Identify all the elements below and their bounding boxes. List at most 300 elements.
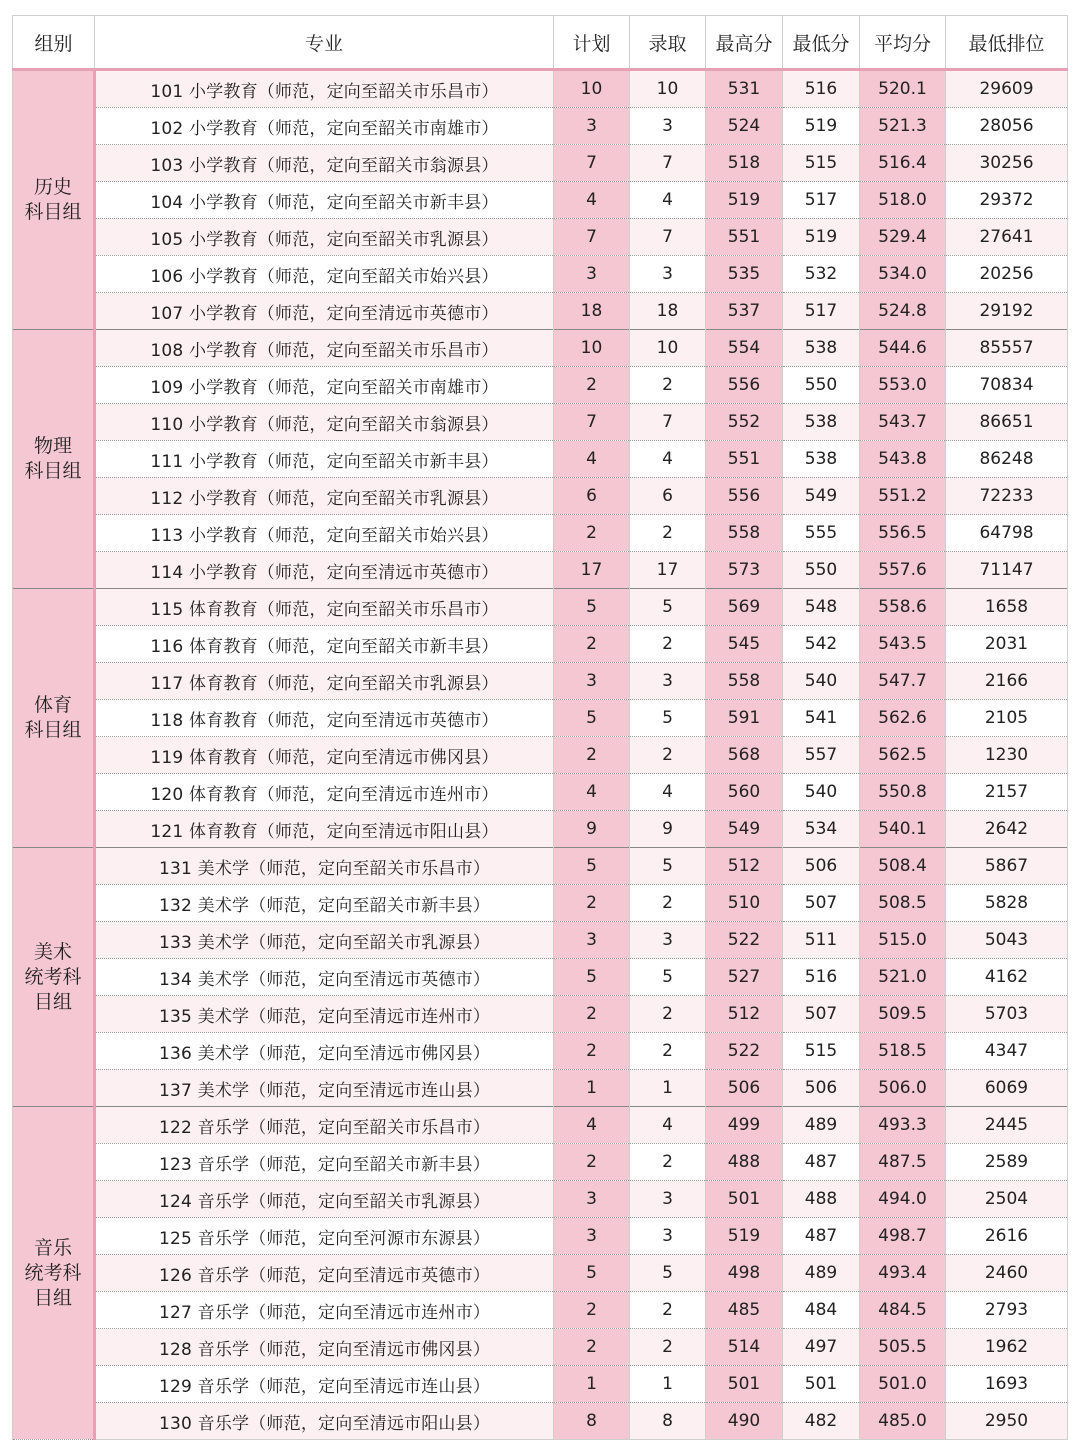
- plan-cell: 4: [554, 774, 630, 811]
- avg-score-cell: 516.4: [860, 145, 946, 182]
- min-score-cell: 550: [783, 367, 860, 404]
- group-name-cell: 音乐 统考科 目组: [13, 1107, 95, 1440]
- min-score-cell: 482: [783, 1403, 860, 1440]
- major-cell: 103 小学教育（师范，定向至韶关市翁源县）: [95, 145, 554, 182]
- avg-score-cell: 544.6: [860, 330, 946, 367]
- major-cell: 104 小学教育（师范，定向至韶关市新丰县）: [95, 182, 554, 219]
- plan-cell: 3: [554, 1218, 630, 1255]
- avg-score-cell: 506.0: [860, 1070, 946, 1107]
- admitted-cell: 2: [630, 367, 706, 404]
- major-cell: 137 美术学（师范，定向至清远市连山县）: [95, 1070, 554, 1107]
- admitted-cell: 4: [630, 774, 706, 811]
- avg-score-cell: 501.0: [860, 1366, 946, 1403]
- major-cell: 106 小学教育（师范，定向至韶关市始兴县）: [95, 256, 554, 293]
- min-score-cell: 532: [783, 256, 860, 293]
- group-name-cell: 美术 统考科 目组: [13, 848, 95, 1107]
- major-cell: 129 音乐学（师范，定向至清远市连山县）: [95, 1366, 554, 1403]
- max-score-cell: 527: [706, 959, 783, 996]
- major-cell: 112 小学教育（师范，定向至韶关市乳源县）: [95, 478, 554, 515]
- admitted-cell: 2: [630, 515, 706, 552]
- table-row: [13, 700, 1068, 737]
- plan-cell: 4: [554, 182, 630, 219]
- plan-cell: 2: [554, 1329, 630, 1366]
- major-cell: 130 音乐学（师范，定向至清远市阳山县）: [95, 1403, 554, 1440]
- avg-score-cell: 508.5: [860, 885, 946, 922]
- avg-score-cell: 543.5: [860, 626, 946, 663]
- admitted-cell: 3: [630, 108, 706, 145]
- avg-score-cell: 553.0: [860, 367, 946, 404]
- max-score-cell: 499: [706, 1107, 783, 1144]
- admitted-cell: 18: [630, 293, 706, 330]
- table-row: [13, 848, 1068, 885]
- max-score-cell: 522: [706, 922, 783, 959]
- major-cell: 110 小学教育（师范，定向至韶关市翁源县）: [95, 404, 554, 441]
- table-row: [13, 811, 1068, 848]
- avg-score-cell: 556.5: [860, 515, 946, 552]
- major-cell: 121 体育教育（师范，定向至清远市阳山县）: [95, 811, 554, 848]
- admitted-cell: 7: [630, 404, 706, 441]
- min-rank-cell: 1962: [946, 1329, 1068, 1366]
- major-cell: 105 小学教育（师范，定向至韶关市乳源县）: [95, 219, 554, 256]
- plan-cell: 3: [554, 922, 630, 959]
- major-cell: 108 小学教育（师范，定向至韶关市乐昌市）: [95, 330, 554, 367]
- min-score-cell: 534: [783, 811, 860, 848]
- table-row: [13, 626, 1068, 663]
- major-cell: 126 音乐学（师范，定向至清远市英德市）: [95, 1255, 554, 1292]
- max-score-cell: 488: [706, 1144, 783, 1181]
- min-score-cell: 541: [783, 700, 860, 737]
- avg-score-cell: 524.8: [860, 293, 946, 330]
- min-rank-cell: 30256: [946, 145, 1068, 182]
- admitted-cell: 3: [630, 256, 706, 293]
- min-score-cell: 538: [783, 441, 860, 478]
- admitted-cell: 2: [630, 737, 706, 774]
- admitted-cell: 2: [630, 626, 706, 663]
- table-row: [13, 922, 1068, 959]
- admitted-cell: 3: [630, 1218, 706, 1255]
- min-score-cell: 507: [783, 885, 860, 922]
- table-row: [13, 70, 1068, 108]
- max-score-cell: 549: [706, 811, 783, 848]
- max-score-cell: 506: [706, 1070, 783, 1107]
- min-score-cell: 489: [783, 1107, 860, 1144]
- plan-cell: 2: [554, 1144, 630, 1181]
- max-score-cell: 573: [706, 552, 783, 589]
- max-score-cell: 568: [706, 737, 783, 774]
- major-cell: 136 美术学（师范，定向至清远市佛冈县）: [95, 1033, 554, 1070]
- plan-cell: 2: [554, 885, 630, 922]
- min-rank-cell: 2616: [946, 1218, 1068, 1255]
- plan-cell: 2: [554, 737, 630, 774]
- major-cell: 125 音乐学（师范，定向至河源市东源县）: [95, 1218, 554, 1255]
- avg-score-cell: 515.0: [860, 922, 946, 959]
- table-row: [13, 330, 1068, 367]
- max-score-cell: 510: [706, 885, 783, 922]
- avg-score-cell: 505.5: [860, 1329, 946, 1366]
- plan-cell: 7: [554, 404, 630, 441]
- admitted-cell: 10: [630, 330, 706, 367]
- min-score-cell: 497: [783, 1329, 860, 1366]
- min-rank-cell: 4162: [946, 959, 1068, 996]
- major-cell: 115 体育教育（师范，定向至韶关市乐昌市）: [95, 589, 554, 626]
- min-score-cell: 517: [783, 293, 860, 330]
- plan-cell: 5: [554, 848, 630, 885]
- avg-score-cell: 557.6: [860, 552, 946, 589]
- major-cell: 118 体育教育（师范，定向至清远市英德市）: [95, 700, 554, 737]
- plan-cell: 5: [554, 1255, 630, 1292]
- table-row: [13, 959, 1068, 996]
- max-score-cell: 490: [706, 1403, 783, 1440]
- max-score-cell: 519: [706, 182, 783, 219]
- min-score-cell: 540: [783, 774, 860, 811]
- min-score-cell: 484: [783, 1292, 860, 1329]
- min-score-cell: 516: [783, 70, 860, 108]
- table-row: [13, 552, 1068, 589]
- min-rank-cell: 20256: [946, 256, 1068, 293]
- avg-score-cell: 521.0: [860, 959, 946, 996]
- admitted-cell: 4: [630, 1107, 706, 1144]
- admitted-cell: 5: [630, 700, 706, 737]
- min-score-cell: 507: [783, 996, 860, 1033]
- header-row: [13, 16, 1068, 70]
- group-name-cell: 历史 科目组: [13, 70, 95, 330]
- plan-cell: 2: [554, 1033, 630, 1070]
- admitted-cell: 3: [630, 1181, 706, 1218]
- avg-score-cell: 494.0: [860, 1181, 946, 1218]
- min-score-cell: 506: [783, 1070, 860, 1107]
- table-row: [13, 1144, 1068, 1181]
- max-score-cell: 556: [706, 367, 783, 404]
- admitted-cell: 5: [630, 589, 706, 626]
- max-score-cell: 560: [706, 774, 783, 811]
- plan-cell: 17: [554, 552, 630, 589]
- min-rank-cell: 2445: [946, 1107, 1068, 1144]
- admitted-cell: 1: [630, 1366, 706, 1403]
- admitted-cell: 7: [630, 145, 706, 182]
- avg-score-cell: 543.8: [860, 441, 946, 478]
- major-cell: 135 美术学（师范，定向至清远市连州市）: [95, 996, 554, 1033]
- avg-score-cell: 529.4: [860, 219, 946, 256]
- min-rank-cell: 64798: [946, 515, 1068, 552]
- table-row: [13, 515, 1068, 552]
- max-score-cell: 524: [706, 108, 783, 145]
- table-row: [13, 996, 1068, 1033]
- table-body: [13, 70, 1068, 1440]
- table-row: [13, 737, 1068, 774]
- avg-score-cell: 540.1: [860, 811, 946, 848]
- min-score-cell: 506: [783, 848, 860, 885]
- min-score-cell: 515: [783, 1033, 860, 1070]
- major-cell: 102 小学教育（师范，定向至韶关市南雄市）: [95, 108, 554, 145]
- max-score-cell: 519: [706, 1218, 783, 1255]
- table-row: [13, 885, 1068, 922]
- admission-score-table: [12, 15, 1068, 1440]
- min-rank-cell: 2157: [946, 774, 1068, 811]
- major-cell: 127 音乐学（师范，定向至清远市连州市）: [95, 1292, 554, 1329]
- plan-cell: 8: [554, 1403, 630, 1440]
- min-rank-cell: 1693: [946, 1366, 1068, 1403]
- avg-score-cell: 493.3: [860, 1107, 946, 1144]
- min-rank-cell: 2105: [946, 700, 1068, 737]
- admitted-cell: 6: [630, 478, 706, 515]
- plan-cell: 2: [554, 626, 630, 663]
- plan-cell: 5: [554, 589, 630, 626]
- min-rank-cell: 85557: [946, 330, 1068, 367]
- table-row: [13, 478, 1068, 515]
- max-score-cell: 522: [706, 1033, 783, 1070]
- header-max-score: 最高分: [706, 16, 783, 70]
- min-rank-cell: 5867: [946, 848, 1068, 885]
- min-score-cell: 501: [783, 1366, 860, 1403]
- min-rank-cell: 4347: [946, 1033, 1068, 1070]
- admitted-cell: 2: [630, 1033, 706, 1070]
- max-score-cell: 554: [706, 330, 783, 367]
- plan-cell: 6: [554, 478, 630, 515]
- max-score-cell: 518: [706, 145, 783, 182]
- major-cell: 128 音乐学（师范，定向至清远市佛冈县）: [95, 1329, 554, 1366]
- admitted-cell: 2: [630, 1329, 706, 1366]
- admitted-cell: 5: [630, 848, 706, 885]
- major-cell: 119 体育教育（师范，定向至清远市佛冈县）: [95, 737, 554, 774]
- max-score-cell: 556: [706, 478, 783, 515]
- avg-score-cell: 487.5: [860, 1144, 946, 1181]
- admitted-cell: 9: [630, 811, 706, 848]
- max-score-cell: 569: [706, 589, 783, 626]
- min-score-cell: 540: [783, 663, 860, 700]
- major-cell: 113 小学教育（师范，定向至韶关市始兴县）: [95, 515, 554, 552]
- plan-cell: 3: [554, 108, 630, 145]
- plan-cell: 4: [554, 441, 630, 478]
- avg-score-cell: 543.7: [860, 404, 946, 441]
- max-score-cell: 501: [706, 1181, 783, 1218]
- header-min-rank: 最低排位: [946, 16, 1068, 70]
- min-score-cell: 538: [783, 330, 860, 367]
- major-cell: 120 体育教育（师范，定向至清远市连州市）: [95, 774, 554, 811]
- table-row: [13, 1403, 1068, 1440]
- avg-score-cell: 520.1: [860, 70, 946, 108]
- max-score-cell: 551: [706, 441, 783, 478]
- table-row: [13, 293, 1068, 330]
- max-score-cell: 512: [706, 996, 783, 1033]
- header-plan: 计划: [554, 16, 630, 70]
- major-cell: 134 美术学（师范，定向至清远市英德市）: [95, 959, 554, 996]
- major-cell: 116 体育教育（师范，定向至韶关市新丰县）: [95, 626, 554, 663]
- min-score-cell: 519: [783, 108, 860, 145]
- table-row: [13, 367, 1068, 404]
- max-score-cell: 535: [706, 256, 783, 293]
- plan-cell: 1: [554, 1070, 630, 1107]
- max-score-cell: 537: [706, 293, 783, 330]
- avg-score-cell: 509.5: [860, 996, 946, 1033]
- plan-cell: 2: [554, 367, 630, 404]
- table-row: [13, 774, 1068, 811]
- table-row: [13, 182, 1068, 219]
- admitted-cell: 2: [630, 1292, 706, 1329]
- major-cell: 107 小学教育（师范，定向至清远市英德市）: [95, 293, 554, 330]
- header-admitted: 录取: [630, 16, 706, 70]
- major-cell: 114 小学教育（师范，定向至清远市英德市）: [95, 552, 554, 589]
- plan-cell: 3: [554, 1181, 630, 1218]
- major-cell: 117 体育教育（师范，定向至韶关市乳源县）: [95, 663, 554, 700]
- min-rank-cell: 2504: [946, 1181, 1068, 1218]
- table-row: [13, 145, 1068, 182]
- admitted-cell: 2: [630, 885, 706, 922]
- min-rank-cell: 71147: [946, 552, 1068, 589]
- admitted-cell: 10: [630, 70, 706, 108]
- table-header: [13, 16, 1068, 70]
- plan-cell: 3: [554, 663, 630, 700]
- plan-cell: 4: [554, 1107, 630, 1144]
- min-rank-cell: 72233: [946, 478, 1068, 515]
- min-rank-cell: 2589: [946, 1144, 1068, 1181]
- table-row: [13, 1070, 1068, 1107]
- max-score-cell: 512: [706, 848, 783, 885]
- min-score-cell: 515: [783, 145, 860, 182]
- min-rank-cell: 29372: [946, 182, 1068, 219]
- avg-score-cell: 558.6: [860, 589, 946, 626]
- table-row: [13, 1033, 1068, 1070]
- table-row: [13, 589, 1068, 626]
- admitted-cell: 8: [630, 1403, 706, 1440]
- major-cell: 132 美术学（师范，定向至韶关市新丰县）: [95, 885, 554, 922]
- min-rank-cell: 2642: [946, 811, 1068, 848]
- min-score-cell: 487: [783, 1144, 860, 1181]
- avg-score-cell: 562.6: [860, 700, 946, 737]
- table-row: [13, 1292, 1068, 1329]
- group-name-cell: 物理 科目组: [13, 330, 95, 589]
- min-score-cell: 538: [783, 404, 860, 441]
- max-score-cell: 498: [706, 1255, 783, 1292]
- min-score-cell: 542: [783, 626, 860, 663]
- avg-score-cell: 550.8: [860, 774, 946, 811]
- min-rank-cell: 2950: [946, 1403, 1068, 1440]
- plan-cell: 10: [554, 70, 630, 108]
- table-row: [13, 1329, 1068, 1366]
- min-score-cell: 549: [783, 478, 860, 515]
- min-rank-cell: 2460: [946, 1255, 1068, 1292]
- min-score-cell: 548: [783, 589, 860, 626]
- min-score-cell: 517: [783, 182, 860, 219]
- major-cell: 101 小学教育（师范，定向至韶关市乐昌市）: [95, 70, 554, 108]
- plan-cell: 2: [554, 996, 630, 1033]
- plan-cell: 18: [554, 293, 630, 330]
- table-row: [13, 663, 1068, 700]
- min-rank-cell: 86651: [946, 404, 1068, 441]
- table-row: [13, 1107, 1068, 1144]
- major-cell: 131 美术学（师范，定向至韶关市乐昌市）: [95, 848, 554, 885]
- avg-score-cell: 518.5: [860, 1033, 946, 1070]
- min-rank-cell: 1230: [946, 737, 1068, 774]
- max-score-cell: 558: [706, 663, 783, 700]
- table-row: [13, 1255, 1068, 1292]
- min-rank-cell: 6069: [946, 1070, 1068, 1107]
- admitted-cell: 4: [630, 441, 706, 478]
- plan-cell: 7: [554, 219, 630, 256]
- min-rank-cell: 1658: [946, 589, 1068, 626]
- group-name-cell: 体育 科目组: [13, 589, 95, 848]
- admitted-cell: 17: [630, 552, 706, 589]
- avg-score-cell: 534.0: [860, 256, 946, 293]
- admitted-cell: 5: [630, 959, 706, 996]
- max-score-cell: 501: [706, 1366, 783, 1403]
- table-row: [13, 108, 1068, 145]
- min-score-cell: 555: [783, 515, 860, 552]
- plan-cell: 2: [554, 1292, 630, 1329]
- plan-cell: 3: [554, 256, 630, 293]
- min-score-cell: 550: [783, 552, 860, 589]
- header-major: 专业: [95, 16, 554, 70]
- admitted-cell: 2: [630, 1144, 706, 1181]
- table-row: [13, 404, 1068, 441]
- min-rank-cell: 5703: [946, 996, 1068, 1033]
- min-rank-cell: 5828: [946, 885, 1068, 922]
- min-rank-cell: 86248: [946, 441, 1068, 478]
- plan-cell: 10: [554, 330, 630, 367]
- min-score-cell: 557: [783, 737, 860, 774]
- max-score-cell: 531: [706, 70, 783, 108]
- avg-score-cell: 547.7: [860, 663, 946, 700]
- admitted-cell: 5: [630, 1255, 706, 1292]
- plan-cell: 9: [554, 811, 630, 848]
- max-score-cell: 485: [706, 1292, 783, 1329]
- table-row: [13, 256, 1068, 293]
- min-rank-cell: 2166: [946, 663, 1068, 700]
- min-rank-cell: 2793: [946, 1292, 1068, 1329]
- min-rank-cell: 29609: [946, 70, 1068, 108]
- max-score-cell: 591: [706, 700, 783, 737]
- header-avg-score: 平均分: [860, 16, 946, 70]
- admitted-cell: 3: [630, 663, 706, 700]
- admitted-cell: 1: [630, 1070, 706, 1107]
- min-rank-cell: 2031: [946, 626, 1068, 663]
- admitted-cell: 4: [630, 182, 706, 219]
- plan-cell: 2: [554, 515, 630, 552]
- avg-score-cell: 498.7: [860, 1218, 946, 1255]
- table-row: [13, 1218, 1068, 1255]
- max-score-cell: 545: [706, 626, 783, 663]
- plan-cell: 5: [554, 959, 630, 996]
- major-cell: 111 小学教育（师范，定向至韶关市新丰县）: [95, 441, 554, 478]
- header-group: 组别: [13, 16, 95, 70]
- min-rank-cell: 70834: [946, 367, 1068, 404]
- avg-score-cell: 485.0: [860, 1403, 946, 1440]
- avg-score-cell: 493.4: [860, 1255, 946, 1292]
- min-rank-cell: 28056: [946, 108, 1068, 145]
- admission-table-wrapper: [12, 15, 1067, 1440]
- avg-score-cell: 521.3: [860, 108, 946, 145]
- admitted-cell: 2: [630, 996, 706, 1033]
- min-score-cell: 511: [783, 922, 860, 959]
- admitted-cell: 3: [630, 922, 706, 959]
- min-rank-cell: 29192: [946, 293, 1068, 330]
- major-cell: 123 音乐学（师范，定向至韶关市新丰县）: [95, 1144, 554, 1181]
- plan-cell: 1: [554, 1366, 630, 1403]
- header-min-score: 最低分: [783, 16, 860, 70]
- min-rank-cell: 27641: [946, 219, 1068, 256]
- table-row: [13, 441, 1068, 478]
- max-score-cell: 552: [706, 404, 783, 441]
- table-row: [13, 1366, 1068, 1403]
- plan-cell: 7: [554, 145, 630, 182]
- max-score-cell: 514: [706, 1329, 783, 1366]
- min-score-cell: 488: [783, 1181, 860, 1218]
- max-score-cell: 551: [706, 219, 783, 256]
- major-cell: 124 音乐学（师范，定向至韶关市乳源县）: [95, 1181, 554, 1218]
- plan-cell: 5: [554, 700, 630, 737]
- min-rank-cell: 5043: [946, 922, 1068, 959]
- table-row: [13, 219, 1068, 256]
- min-score-cell: 489: [783, 1255, 860, 1292]
